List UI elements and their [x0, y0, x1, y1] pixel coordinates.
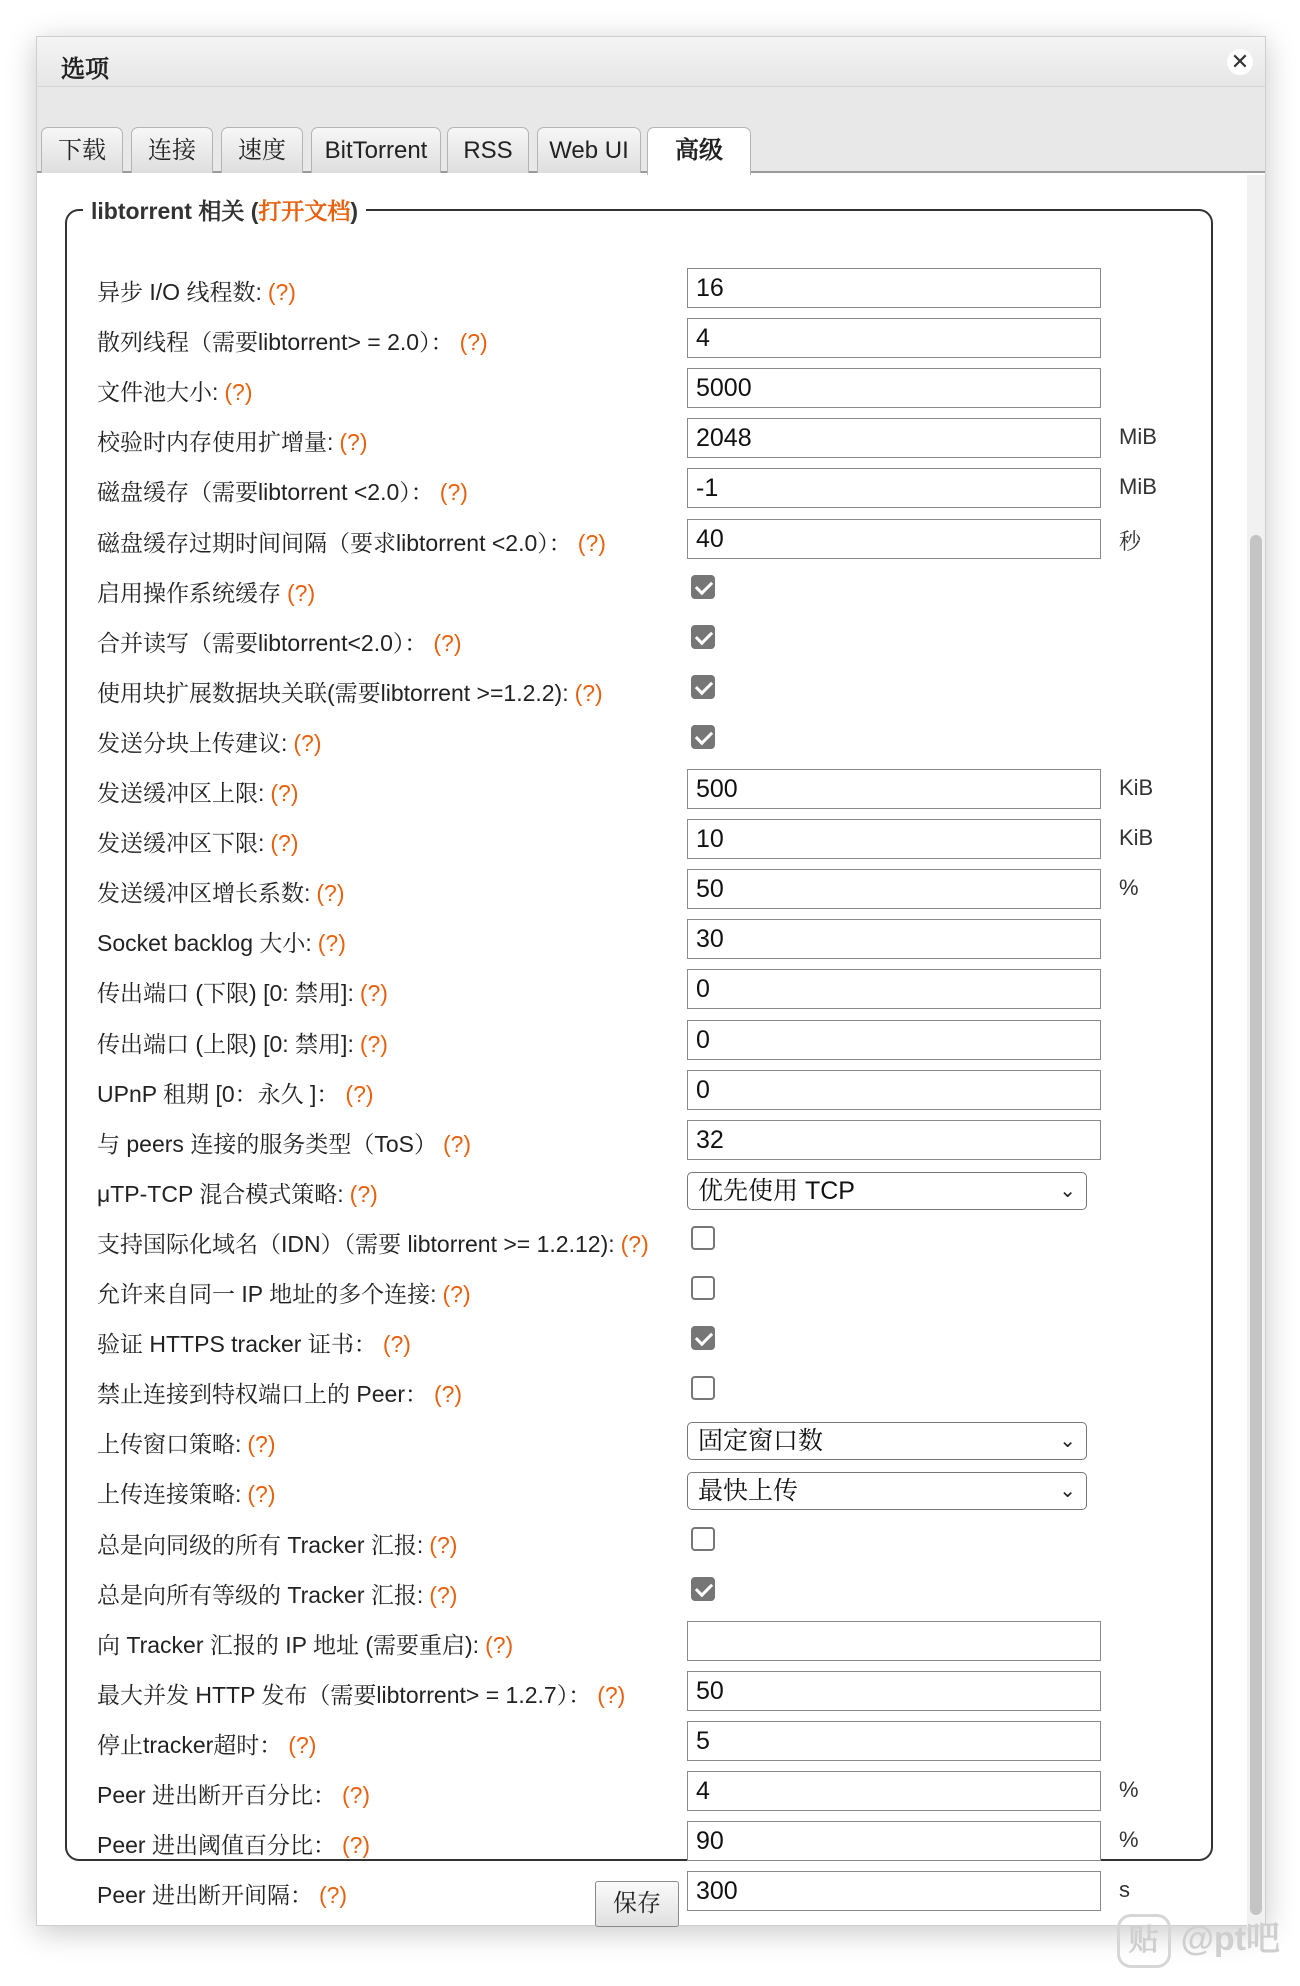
setting-row — [67, 1314, 1215, 1364]
setting-row — [67, 1064, 1215, 1114]
setting-input[interactable] — [687, 1621, 1101, 1661]
save-button[interactable]: 保存 — [595, 1881, 679, 1927]
help-link[interactable]: (?) — [224, 379, 253, 405]
setting-input[interactable]: 16 — [687, 268, 1101, 308]
scrollbar[interactable] — [1247, 175, 1265, 1927]
setting-row — [67, 262, 1215, 312]
setting-input[interactable]: 0 — [687, 969, 1101, 1009]
setting-row — [67, 863, 1215, 913]
setting-label-text: 合并读写（需要libtorrent<2.0）： — [97, 630, 428, 656]
setting-label — [97, 1827, 370, 1860]
setting-label — [97, 1176, 378, 1209]
setting-row — [67, 1815, 1215, 1865]
setting-label-text: 总是向同级的所有 Tracker 汇报: — [97, 1532, 424, 1558]
setting-label-text: Peer 进出阈值百分比： — [97, 1832, 336, 1858]
tab-1[interactable]: 连接 — [131, 127, 213, 173]
chevron-down-icon: ⌄ — [1059, 1430, 1076, 1452]
setting-row — [67, 1114, 1215, 1164]
setting-select[interactable] — [687, 1172, 1087, 1210]
advanced-panel — [37, 173, 1265, 1925]
select-value: 优先使用 TCP — [698, 1177, 855, 1205]
setting-row — [67, 1164, 1215, 1214]
help-link[interactable]: (?) — [339, 429, 368, 455]
help-link[interactable]: (?) — [316, 880, 345, 906]
setting-label — [97, 1777, 370, 1810]
help-link[interactable]: (?) — [359, 1031, 388, 1057]
setting-input[interactable]: 4 — [687, 1771, 1101, 1811]
setting-label — [97, 1376, 462, 1409]
setting-row — [67, 412, 1215, 462]
tab-2[interactable]: 速度 — [221, 127, 303, 173]
setting-label-text: Peer 进出断开间隔： — [97, 1882, 313, 1908]
unit-label: KiB — [1119, 775, 1154, 800]
setting-row — [67, 913, 1215, 963]
setting-label-text: 发送缓冲区上限: — [97, 780, 265, 806]
setting-label — [97, 525, 606, 558]
setting-row — [67, 1414, 1215, 1464]
setting-label-text: 验证 HTTPS tracker 证书： — [97, 1331, 377, 1357]
setting-label — [97, 625, 462, 658]
setting-input[interactable]: 50 — [687, 1671, 1101, 1711]
tab-4[interactable]: RSS — [447, 127, 529, 173]
setting-label — [97, 1527, 457, 1560]
help-link[interactable]: (?) — [247, 1481, 276, 1507]
setting-label — [97, 1476, 276, 1509]
help-link[interactable]: (?) — [247, 1431, 276, 1457]
setting-label-text: μTP-TCP 混合模式策略: — [97, 1181, 344, 1207]
help-link[interactable]: (?) — [485, 1632, 514, 1658]
setting-label — [97, 675, 603, 708]
setting-label-text: 发送分块上传建议: — [97, 730, 288, 756]
setting-input[interactable]: 10 — [687, 819, 1101, 859]
setting-label-text: 停止tracker超时： — [97, 1732, 283, 1758]
unit-label: % — [1119, 1777, 1139, 1802]
setting-input[interactable]: 40 — [687, 519, 1101, 559]
setting-label — [97, 825, 299, 858]
help-link[interactable]: (?) — [341, 1782, 371, 1808]
scrollbar-thumb[interactable] — [1250, 535, 1262, 1915]
help-link[interactable]: (?) — [270, 830, 299, 856]
watermark-text: @pt吧 — [1180, 1919, 1280, 1958]
select-value: 固定窗口数 — [698, 1427, 824, 1455]
unit-label: KiB — [1119, 825, 1154, 850]
setting-select[interactable] — [687, 1422, 1087, 1460]
help-link[interactable]: (?) — [349, 1181, 378, 1207]
tab-6[interactable]: 高级 — [647, 127, 751, 175]
help-link[interactable]: (?) — [433, 1381, 463, 1407]
setting-label — [97, 1426, 276, 1459]
help-link[interactable]: (?) — [382, 1331, 411, 1357]
help-link[interactable]: (?) — [287, 580, 316, 606]
setting-label-text: 传出端口 (下限) [0: 禁用]: — [97, 980, 354, 1006]
setting-row — [67, 963, 1215, 1013]
setting-checkbox[interactable] — [691, 575, 715, 599]
help-link[interactable]: (?) — [341, 1832, 371, 1858]
setting-label-text: 异步 I/O 线程数: — [97, 279, 262, 305]
unit-label: MiB — [1119, 474, 1157, 499]
setting-checkbox[interactable] — [691, 675, 715, 699]
setting-row — [67, 513, 1215, 563]
setting-row — [67, 563, 1215, 613]
setting-input[interactable]: 90 — [687, 1821, 1101, 1861]
unit-label: 秒 — [1119, 529, 1142, 554]
title-bar — [37, 37, 1265, 87]
select-value: 最快上传 — [698, 1477, 799, 1505]
setting-label — [97, 875, 345, 908]
open-docs-link[interactable]: 打开文档 — [258, 198, 351, 224]
help-link[interactable]: (?) — [459, 329, 488, 355]
unit-label: % — [1119, 1827, 1139, 1852]
setting-label-text: 文件池大小: — [97, 379, 219, 405]
setting-label — [97, 1877, 347, 1910]
help-link[interactable]: (?) — [577, 530, 606, 556]
chevron-down-icon: ⌄ — [1059, 1480, 1076, 1502]
setting-select[interactable] — [687, 1472, 1087, 1510]
setting-label — [97, 1677, 625, 1710]
setting-label-text: 使用块扩展数据块关联(需要libtorrent >=1.2.2): — [97, 680, 569, 706]
setting-input[interactable]: 0 — [687, 1020, 1101, 1060]
setting-label-text: 启用操作系统缓存 — [97, 580, 281, 606]
setting-label — [97, 575, 315, 608]
setting-row — [67, 362, 1215, 412]
setting-label-text: 发送缓冲区下限: — [97, 830, 265, 856]
help-link[interactable]: (?) — [433, 630, 462, 656]
setting-row — [67, 1014, 1215, 1064]
setting-label-text: 向 Tracker 汇报的 IP 地址 (需要重启): — [97, 1632, 480, 1658]
setting-label — [97, 975, 388, 1008]
setting-input[interactable]: 50 — [687, 869, 1101, 909]
setting-label — [97, 775, 299, 808]
chevron-down-icon: ⌄ — [1059, 1180, 1076, 1202]
setting-label — [97, 324, 488, 357]
help-link[interactable]: (?) — [429, 1582, 458, 1608]
setting-label — [97, 1326, 411, 1359]
tab-0[interactable]: 下载 — [41, 127, 123, 173]
setting-checkbox[interactable] — [691, 1276, 715, 1300]
setting-label — [97, 1226, 649, 1259]
setting-label — [97, 1026, 388, 1059]
setting-label-text: UPnP 租期 [0：永久 ]： — [97, 1081, 340, 1107]
setting-row — [67, 1765, 1215, 1815]
legend-close-paren: ) — [350, 198, 359, 224]
setting-label-text: 磁盘缓存（需要libtorrent <2.0）： — [97, 479, 434, 505]
window-title: 选项 — [61, 56, 109, 83]
help-link[interactable]: (?) — [293, 730, 322, 756]
setting-label-text: Peer 进出断开百分比： — [97, 1782, 336, 1808]
setting-checkbox[interactable] — [691, 1226, 715, 1250]
setting-label — [97, 474, 468, 507]
setting-label-text: 发送缓冲区增长系数: — [97, 880, 311, 906]
setting-input[interactable]: 0 — [687, 1070, 1101, 1110]
setting-row — [67, 713, 1215, 763]
close-icon[interactable]: ✕ — [1227, 49, 1253, 75]
setting-input[interactable]: 2048 — [687, 418, 1101, 458]
setting-row — [67, 1214, 1215, 1264]
legend-text: libtorrent 相关 ( — [91, 198, 259, 224]
setting-label — [97, 374, 253, 407]
setting-label-text: 传出端口 (上限) [0: 禁用]: — [97, 1031, 354, 1057]
setting-label — [97, 424, 368, 457]
setting-label — [97, 1276, 471, 1309]
help-link[interactable]: (?) — [359, 980, 388, 1006]
setting-row — [67, 613, 1215, 663]
setting-checkbox[interactable] — [691, 625, 715, 649]
tab-5[interactable]: Web UI — [537, 127, 641, 173]
help-link[interactable]: (?) — [574, 680, 603, 706]
help-link[interactable]: (?) — [317, 930, 346, 956]
setting-label-text: 磁盘缓存过期时间间隔（要求libtorrent <2.0）： — [97, 530, 572, 556]
setting-row — [67, 1715, 1215, 1765]
tab-bar — [37, 87, 1265, 173]
setting-label-text: Socket backlog 大小: — [97, 930, 312, 956]
setting-label — [97, 274, 296, 307]
setting-row — [67, 312, 1215, 362]
help-link[interactable]: (?) — [439, 479, 468, 505]
setting-label-text: 总是向所有等级的 Tracker 汇报: — [97, 1582, 424, 1608]
setting-checkbox[interactable] — [691, 1376, 715, 1400]
setting-label-text: 禁止连接到特权端口上的 Peer： — [97, 1381, 428, 1407]
unit-label: MiB — [1119, 424, 1157, 449]
setting-label — [97, 1126, 471, 1159]
setting-label-text: 最大并发 HTTP 发布（需要libtorrent> = 1.2.7）： — [97, 1682, 592, 1708]
setting-row — [67, 462, 1215, 512]
setting-row — [67, 763, 1215, 813]
setting-row — [67, 1364, 1215, 1414]
setting-input[interactable]: 300 — [687, 1871, 1101, 1911]
setting-row — [67, 1615, 1215, 1665]
setting-label — [97, 1577, 457, 1610]
setting-label — [97, 925, 346, 958]
help-link[interactable]: (?) — [267, 279, 296, 305]
setting-row — [67, 663, 1215, 713]
setting-checkbox[interactable] — [691, 1577, 715, 1601]
setting-row — [67, 1665, 1215, 1715]
unit-label: s — [1119, 1877, 1130, 1902]
setting-input[interactable]: 5000 — [687, 368, 1101, 408]
setting-label — [97, 1627, 513, 1660]
setting-label — [97, 1727, 316, 1760]
setting-input[interactable]: 500 — [687, 769, 1101, 809]
help-link[interactable]: (?) — [318, 1882, 348, 1908]
setting-checkbox[interactable] — [691, 725, 715, 749]
setting-input[interactable]: 30 — [687, 919, 1101, 959]
setting-label-text: 允许来自同一 IP 地址的多个连接: — [97, 1281, 437, 1307]
setting-input[interactable]: 5 — [687, 1721, 1101, 1761]
setting-row — [67, 1464, 1215, 1514]
setting-checkbox[interactable] — [691, 1527, 715, 1551]
tab-3[interactable]: BitTorrent — [311, 127, 441, 173]
setting-label-text: 校验时内存使用扩增量: — [97, 429, 334, 455]
setting-label-text: 上传连接策略: — [97, 1481, 242, 1507]
setting-row — [67, 1264, 1215, 1314]
help-link[interactable]: (?) — [597, 1682, 626, 1708]
setting-label-text: 支持国际化域名（IDN）（需要 libtorrent >= 1.2.12): — [97, 1231, 615, 1257]
help-link[interactable]: (?) — [442, 1281, 471, 1307]
watermark — [1117, 1911, 1280, 1968]
help-link[interactable]: (?) — [442, 1131, 472, 1157]
setting-label — [97, 725, 322, 758]
help-link[interactable]: (?) — [345, 1081, 374, 1107]
help-link[interactable]: (?) — [620, 1231, 649, 1257]
setting-label-text: 上传窗口策略: — [97, 1431, 242, 1457]
setting-checkbox[interactable] — [691, 1326, 715, 1350]
options-window — [36, 36, 1266, 1926]
setting-row — [67, 813, 1215, 863]
unit-label: % — [1119, 875, 1139, 900]
setting-label-text: 与 peers 连接的服务类型（ToS） — [97, 1131, 437, 1157]
setting-label — [97, 1076, 374, 1109]
setting-row — [67, 1515, 1215, 1565]
setting-label-text: 散列线程（需要libtorrent> = 2.0）： — [97, 329, 454, 355]
help-link[interactable]: (?) — [270, 780, 299, 806]
setting-input[interactable]: 32 — [687, 1120, 1101, 1160]
tieba-logo-icon: 贴 — [1117, 1914, 1171, 1968]
setting-input[interactable]: -1 — [687, 468, 1101, 508]
section-legend — [83, 193, 366, 226]
setting-input[interactable]: 4 — [687, 318, 1101, 358]
setting-row — [67, 1565, 1215, 1615]
help-link[interactable]: (?) — [429, 1532, 458, 1558]
help-link[interactable]: (?) — [288, 1732, 317, 1758]
